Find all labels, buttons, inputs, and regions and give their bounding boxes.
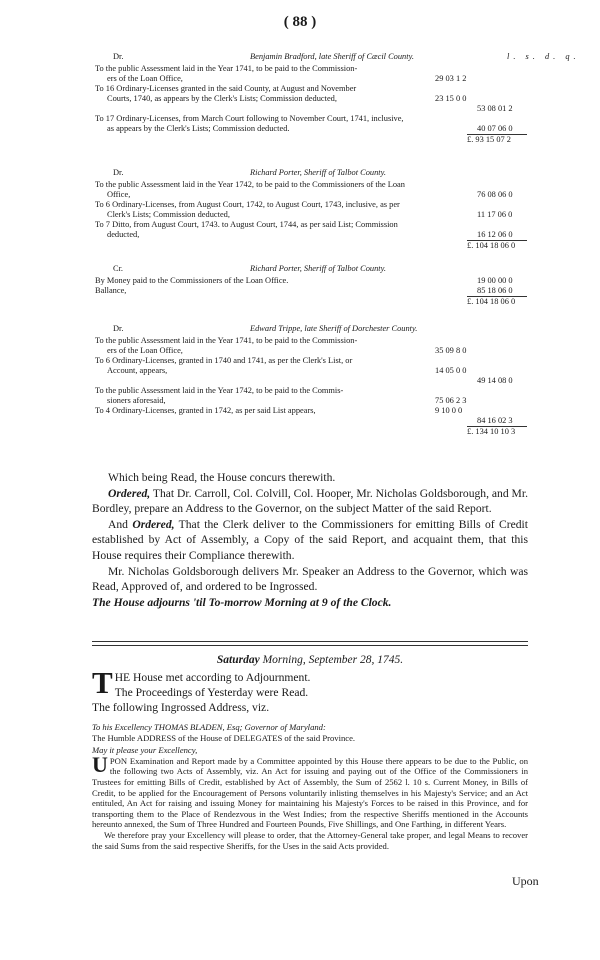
concur-paragraph: Which being Read, the House concurs therewith.	[108, 471, 336, 484]
account-row	[95, 376, 525, 386]
saturday-proceedings	[92, 665, 528, 715]
address-body: UPON Examination and Report made by a Committee appointed by this House there appears to be due to the Public, on the following two Acts of Assembly, viz. An Act for issuing and paying out of the Office of the Commissioners in Trustees for emitting Bills of Credit, established by Act of Assembly, the Sum of 2562 l. 10 s. Current Money, in Bills of Credit, to be applied for the Encouragement of Persons voluntarily inlisting themselves in his Majesty's Service; and an Act entituled, An Act for raising and issuing Money for maintaining his Majesty's Forces to be raised in this Province, and for transporting them to the Place of Rendezvous in the West Indies; from the respective Sheriffs mentioned in the Accounts hereunto annexed, the Sum of Three Hundred and Fourteen Pounds, Five Shillings, and One Farthing, in different Years.	[92, 751, 528, 830]
row-amount: 19 00 00 0	[477, 276, 513, 285]
account-total-row	[467, 240, 527, 251]
address-sender: The Humble ADDRESS of the House of DELEGATES of the said Province.	[92, 732, 356, 743]
account-bradford	[95, 52, 580, 145]
account-row	[95, 386, 525, 396]
account-row	[95, 84, 525, 94]
row-description: To 4 Ordinary-Licenses, granted in 1742, as per said List appears,	[95, 406, 316, 415]
account-row	[95, 104, 525, 114]
account-row	[95, 180, 525, 190]
account-total-row	[467, 134, 527, 145]
ingrossed-address-line: The following Ingrossed Address, viz.	[92, 701, 270, 714]
row-description: Ballance,	[95, 286, 127, 295]
account-row	[95, 190, 525, 200]
proceedings-read-line: The Proceedings of Yesterday were Read.	[114, 686, 309, 699]
account-total: £. 104 18 06 0	[467, 297, 516, 306]
row-description: sioners aforesaid,	[107, 396, 166, 405]
row-description: Account, appears,	[107, 366, 168, 375]
account-total: £. 93 15 07 2	[467, 135, 511, 144]
row-subtotal: 75 06 2 3	[435, 396, 467, 405]
account-heading: Dr.	[113, 52, 124, 61]
row-description: To the public Assessment laid in the Year 1741, to be paid to the Commission-	[95, 64, 358, 73]
sheriff-name: Edward Trippe, late Sheriff of Dorchester County.	[250, 324, 418, 333]
row-amount: 49 14 08 0	[477, 376, 513, 385]
account-porter-dr	[95, 168, 525, 251]
row-description: Clerk's Lists; Commission deducted,	[107, 210, 230, 219]
row-description: ers of the Loan Office,	[107, 346, 183, 355]
row-description: To 6 Ordinary-Licenses, granted in 1740 and 1741, as per the Clerk's List, or	[95, 356, 353, 365]
sheriff-name: Richard Porter, Sheriff of Talbot County.	[250, 264, 386, 273]
account-heading: Dr.	[113, 168, 124, 177]
drop-cap: T	[92, 665, 113, 700]
account-row	[95, 416, 525, 426]
account-porter-cr	[95, 264, 525, 307]
row-subtotal: 29 03 1 2	[435, 74, 467, 83]
account-row	[95, 346, 525, 356]
address-salutation: May it please your Excellency,	[92, 745, 198, 756]
section-divider	[92, 641, 528, 646]
row-description: ers of the Loan Office,	[107, 74, 183, 83]
account-row	[95, 124, 525, 134]
account-row	[95, 114, 525, 124]
row-description: To the public Assessment laid in the Year 1742, to be paid to the Commis-	[95, 386, 344, 395]
catchword: Upon	[512, 874, 539, 888]
row-description: To 17 Ordinary-Licenses, from March Court following to November Court, 1741, inclusive,	[95, 114, 404, 123]
sheriff-name: Benjamin Bradford, late Sheriff of Cæcil County.	[250, 52, 414, 61]
proceedings	[92, 470, 528, 610]
session-date: Saturday Morning, September 28, 1745.	[216, 654, 404, 666]
row-subtotal: 23 15 0 0	[435, 94, 467, 103]
currency-columns: l. s. d. q.	[507, 52, 580, 61]
account-row	[95, 220, 525, 230]
account-row	[95, 276, 525, 286]
account-row	[95, 396, 525, 406]
row-amount: 53 08 01 2	[477, 104, 513, 113]
row-description: To the public Assessment laid in the Year 1741, to be paid to the Commission-	[95, 336, 358, 345]
row-description: Courts, 1740, as appears by the Clerk's Lists; Commission deducted,	[107, 94, 337, 103]
account-row	[95, 230, 525, 240]
row-description: deducted,	[107, 230, 140, 239]
account-total-row	[467, 426, 527, 437]
row-description: To the public Assessment laid in the Year 1742, to be paid to the Commissioners of the Loan	[95, 180, 405, 189]
account-row	[95, 210, 525, 220]
row-description: as appears by the Clerk's Lists; Commission deducted.	[107, 124, 290, 133]
address-text	[92, 722, 528, 851]
row-amount: 11 17 06 0	[477, 210, 513, 219]
account-row	[95, 356, 525, 366]
row-subtotal: 9 10 0 0	[435, 406, 463, 415]
account-total: £. 104 18 06 0	[467, 241, 516, 250]
met-line: HE House met according to Adjournment.	[114, 671, 311, 684]
row-subtotal: 14 05 0 0	[435, 366, 467, 375]
address-delivered-paragraph: Mr. Nicholas Goldsborough delivers Mr. Speaker an Address to the Governor, which was Read, Approved of, and ordered to be Ingrossed.	[92, 564, 528, 594]
row-amount: 84 16 02 3	[477, 416, 513, 425]
row-amount: 40 07 06 0	[477, 124, 513, 133]
row-description: Office,	[107, 190, 131, 199]
account-heading: Dr.	[113, 324, 124, 333]
row-description: To 6 Ordinary-Licenses, from August Court, 1742, to August Court, 1743, inclusive, as per	[95, 200, 400, 209]
account-trippe	[95, 324, 525, 437]
page-number: ( 88 )	[283, 14, 317, 30]
row-amount: 76 08 06 0	[477, 190, 513, 199]
account-row	[95, 200, 525, 210]
row-subtotal: 35 09 8 0	[435, 346, 467, 355]
account-total-row	[467, 296, 527, 307]
row-description: To 16 Ordinary-Licenses granted in the said County, at August and November	[95, 84, 357, 93]
account-row	[95, 366, 525, 376]
adjournment-line: The House adjourns 'til To-morrow Morning at 9 of the Clock.	[92, 595, 392, 609]
ordered-clerk-paragraph: And Ordered, That the Clerk deliver to the Commissioners for emitting Bills of Credit established by Act of Assembly, a Copy of the said Report, and acquaint them, that this House requires their Compliance therewith.	[92, 517, 528, 562]
account-row	[95, 64, 525, 74]
row-amount: 85 18 06 0	[477, 286, 513, 295]
address-recipient: To his Excellency THOMAS BLADEN, Esq; Governor of Maryland:	[92, 722, 326, 732]
row-amount: 16 12 06 0	[477, 230, 513, 239]
account-heading: Cr.	[113, 264, 124, 273]
account-row	[95, 94, 525, 104]
address-prayer: We therefore pray your Excellency will please to order, that the Attorney-General take proper, and legal Means to recover the said Sums from the said respective Sheriffs, for the Uses in the said Acts provided.	[92, 829, 528, 851]
account-row	[95, 336, 525, 346]
row-description: To 7 Ditto, from August Court, 1743. to August Court, 1744, as per said List; Commission	[95, 220, 398, 229]
ordered-address-paragraph: Ordered, That Dr. Carroll, Col. Colvill, Col. Hooper, Mr. Nicholas Goldsborough, and Mr. Bordley, prepare an Address to the Governor, on the subject Matter of the said Report.	[92, 486, 528, 516]
sheriff-name: Richard Porter, Sheriff of Talbot County.	[250, 168, 386, 177]
account-total: £. 134 10 10 3	[467, 427, 516, 436]
account-row	[95, 286, 525, 296]
account-row	[95, 406, 525, 416]
row-description: By Money paid to the Commissioners of the Loan Office.	[95, 276, 289, 285]
account-row	[95, 74, 525, 84]
